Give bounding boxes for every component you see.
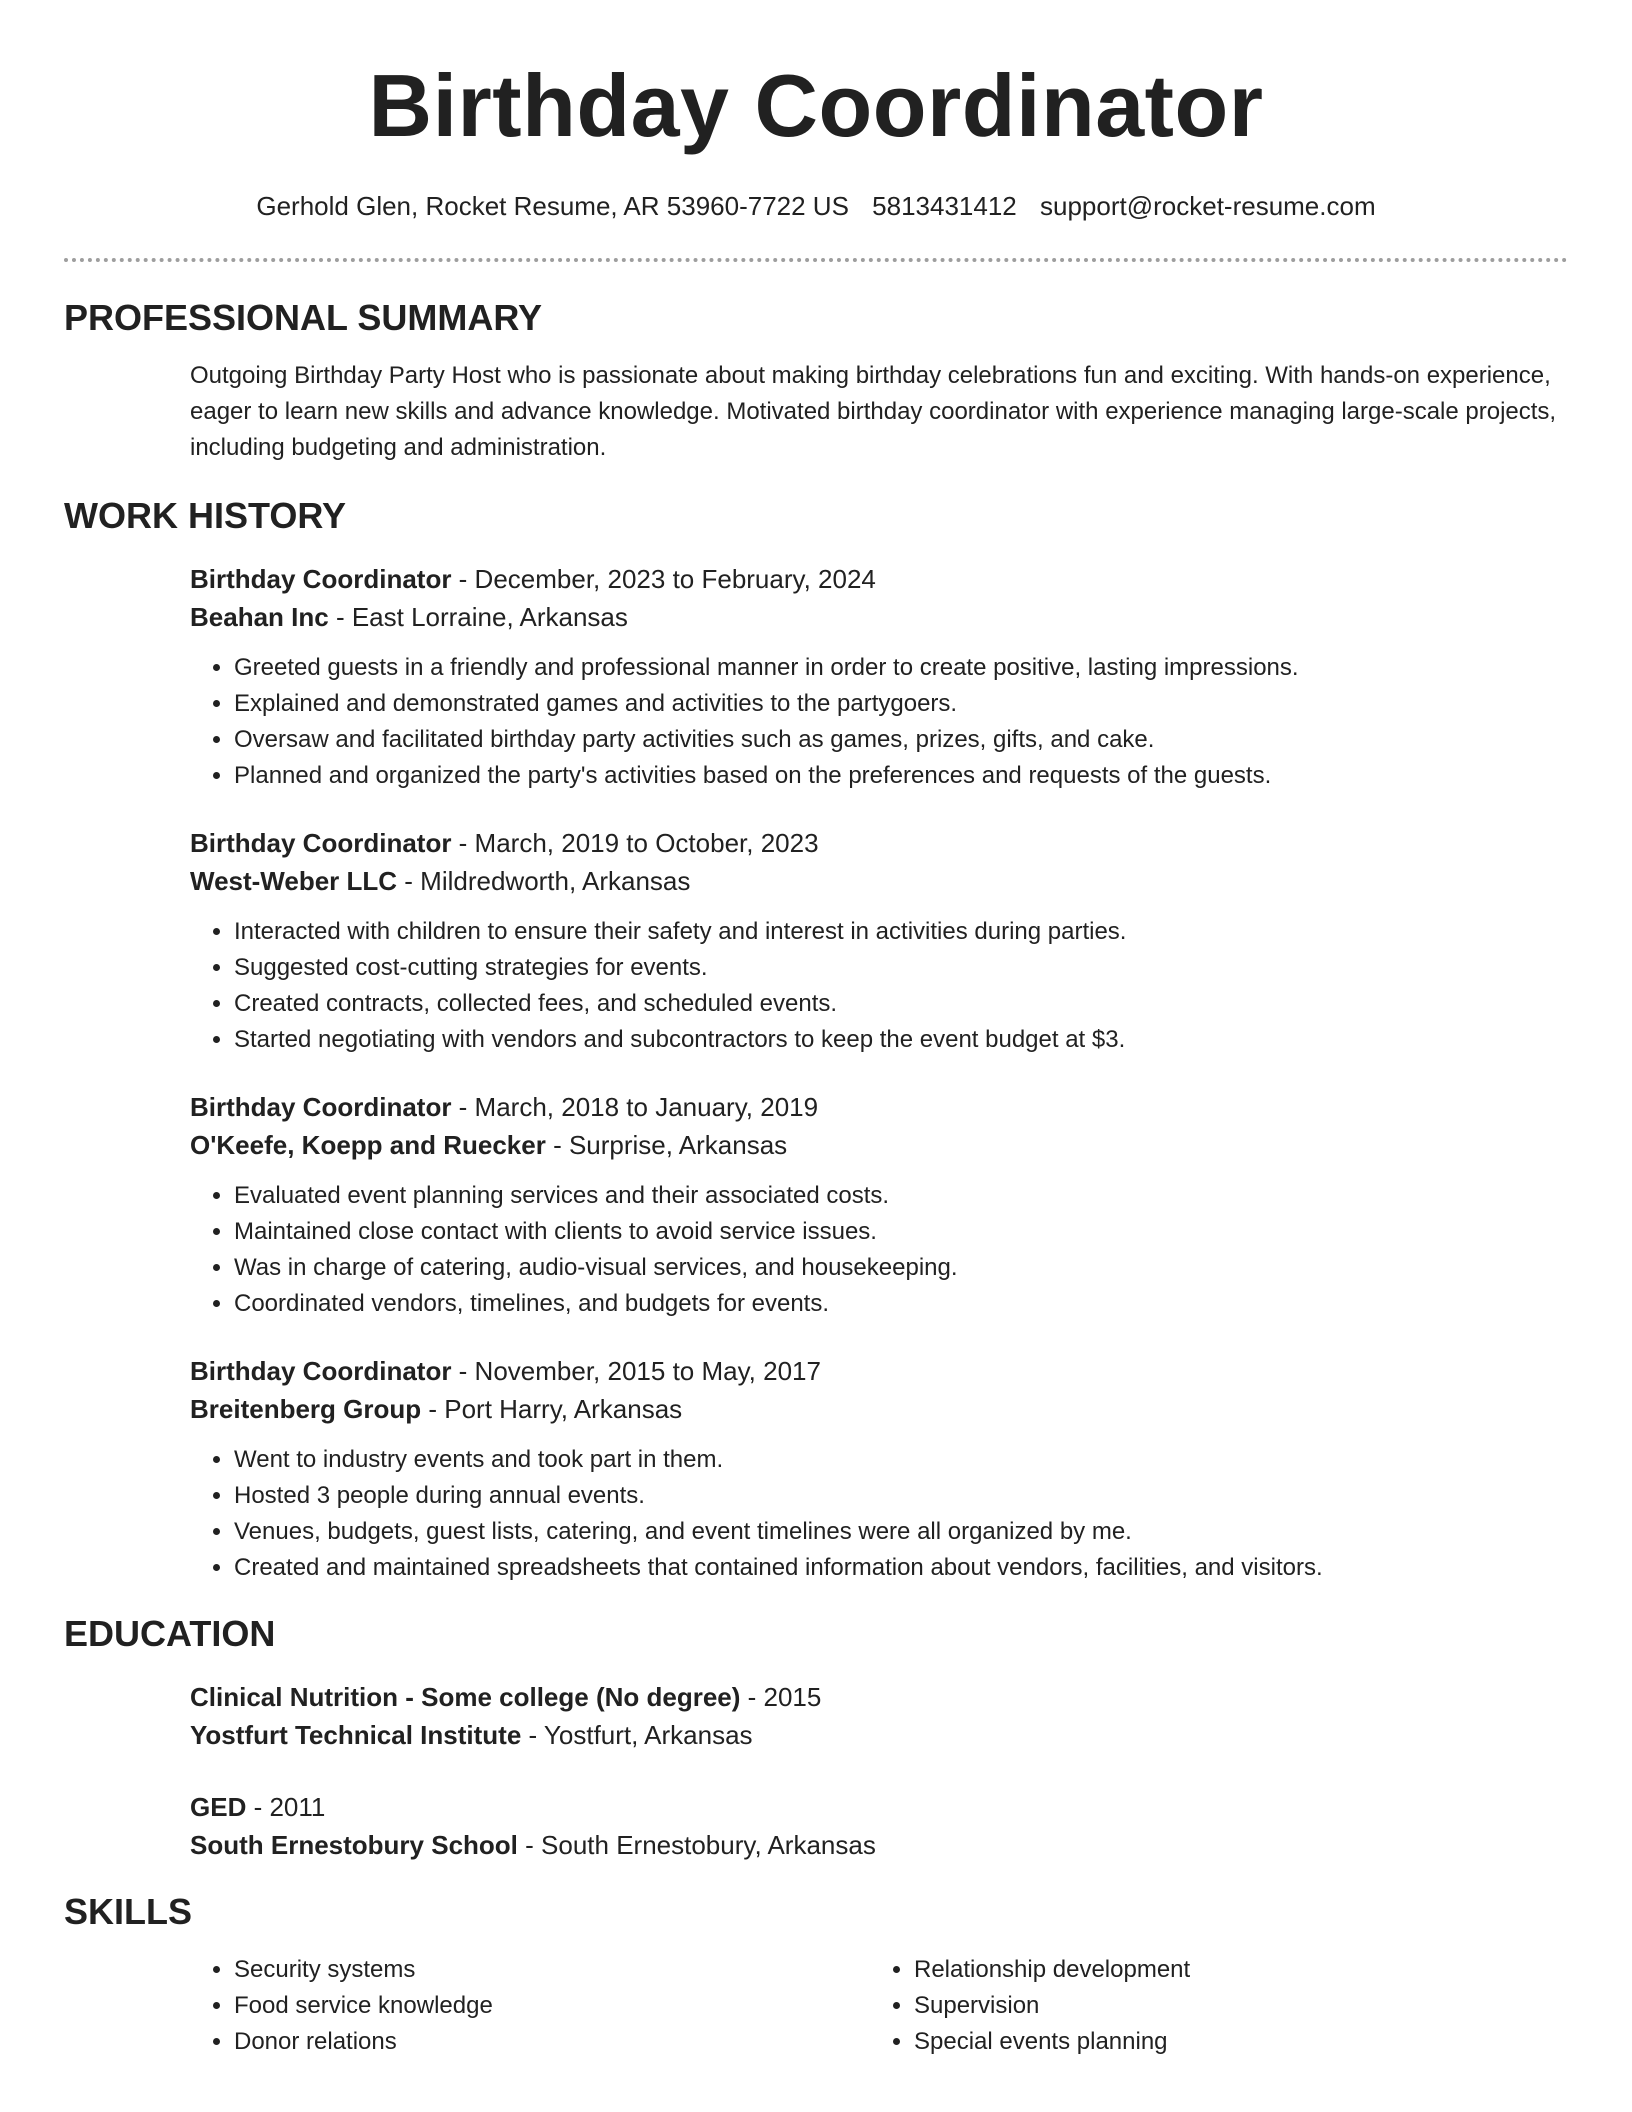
job-bullet: • Created contracts, collected fees, and scheduled events.: [234, 986, 1568, 1022]
job-bullet: • Interacted with children to ensure their safety and interest in activities during parties.: [234, 914, 1568, 950]
job-title: Birthday Coordinator: [190, 1356, 452, 1386]
skills-column-right: [870, 1952, 1550, 2060]
education-year: - 2011: [246, 1792, 326, 1822]
education-school-line: [190, 1826, 1568, 1864]
job-bullet: • Planned and organized the party's activities based on the preferences and requests of the guests.: [234, 758, 1568, 794]
skill-item: • Donor relations: [234, 2024, 870, 2060]
job-dates: - March, 2018 to January, 2019: [451, 1092, 819, 1122]
education-degree: GED: [190, 1792, 247, 1822]
education-heading: EDUCATION: [64, 1613, 276, 1654]
skill-item: • Supervision: [914, 1988, 1550, 2024]
job-title-line: [190, 560, 1568, 598]
job-company: West-Weber LLC: [190, 866, 398, 896]
job-company-line: [190, 1126, 1568, 1164]
education-year: - 2015: [740, 1682, 822, 1712]
work-heading: WORK HISTORY: [64, 495, 347, 536]
header-divider: [64, 258, 1568, 262]
contact-line: [64, 190, 1568, 222]
skills-list-left: [190, 1952, 870, 2060]
education-entry: [190, 1678, 1568, 1754]
job-company: Breitenberg Group: [190, 1394, 422, 1424]
job-location: - East Lorraine, Arkansas: [328, 602, 628, 632]
contact-email: support@rocket-resume.com: [1040, 191, 1376, 221]
skill-item: • Food service knowledge: [234, 1988, 870, 2024]
job-bullets: [190, 914, 1568, 1058]
skill-item: • Relationship development: [914, 1952, 1550, 1988]
job-bullet: • Explained and demonstrated games and activities to the partygoers.: [234, 686, 1568, 722]
job-company-line: [190, 598, 1568, 636]
job-title-line: [190, 824, 1568, 862]
education-school: Yostfurt Technical Institute: [190, 1720, 522, 1750]
job-bullet: • Hosted 3 people during annual events.: [234, 1478, 1568, 1514]
education-school: South Ernestobury School: [190, 1830, 518, 1860]
skill-item: • Security systems: [234, 1952, 870, 1988]
job-dates: - March, 2019 to October, 2023: [451, 828, 819, 858]
education-section: [64, 1612, 1568, 1864]
job-bullets: [190, 650, 1568, 794]
job-location: - Surprise, Arkansas: [545, 1130, 788, 1160]
job-bullets: [190, 1178, 1568, 1322]
skills-heading: SKILLS: [64, 1891, 193, 1932]
job-title-line: [190, 1088, 1568, 1126]
job-bullet: • Evaluated event planning services and their associated costs.: [234, 1178, 1568, 1214]
job-bullet: • Venues, budgets, guest lists, catering, and event timelines were all organized by me.: [234, 1514, 1568, 1550]
job-location: - Mildredworth, Arkansas: [397, 866, 691, 896]
contact-address: Gerhold Glen, Rocket Resume, AR 53960-7722 US: [256, 191, 849, 221]
job-title-line: [190, 1352, 1568, 1390]
skills-grid: [190, 1952, 1568, 2060]
job-bullet: • Created and maintained spreadsheets that contained information about vendors, facilities, and visitors.: [234, 1550, 1568, 1586]
education-body: [64, 1678, 1568, 1864]
job-bullet: • Started negotiating with vendors and subcontractors to keep the event budget at $3.: [234, 1022, 1568, 1058]
job-title: Birthday Coordinator: [190, 1092, 452, 1122]
resume-name: Birthday Coordinator: [368, 56, 1264, 155]
summary-text: Outgoing Birthday Party Host who is passionate about making birthday celebrations fun and exciting. With hands-on experience, eager to learn new skills and advance knowledge. Motivated birthday coordinator with experience managing large-scale projects, including budgeting and administration.: [190, 362, 1557, 461]
job-entry: [190, 824, 1568, 1058]
summary-heading: PROFESSIONAL SUMMARY: [64, 297, 543, 338]
skills-section: [64, 1890, 1568, 2060]
job-location: - Port Harry, Arkansas: [421, 1394, 683, 1424]
job-title: Birthday Coordinator: [190, 564, 452, 594]
job-bullet: • Suggested cost-cutting strategies for events.: [234, 950, 1568, 986]
job-dates: - December, 2023 to February, 2024: [451, 564, 876, 594]
job-title: Birthday Coordinator: [190, 828, 452, 858]
skills-column-left: [190, 1952, 870, 2060]
job-dates: - November, 2015 to May, 2017: [451, 1356, 821, 1386]
summary-section: [64, 296, 1568, 466]
job-company-line: [190, 862, 1568, 900]
job-bullet: • Was in charge of catering, audio-visual services, and housekeeping.: [234, 1250, 1568, 1286]
job-company-line: [190, 1390, 1568, 1428]
job-entry: [190, 1352, 1568, 1586]
job-bullet: • Went to industry events and took part in them.: [234, 1442, 1568, 1478]
skills-body: [64, 1952, 1568, 2060]
education-entry: [190, 1788, 1568, 1864]
education-degree-line: [190, 1788, 1568, 1826]
education-degree: Clinical Nutrition - Some college (No degree): [190, 1682, 741, 1712]
job-bullet: • Coordinated vendors, timelines, and budgets for events.: [234, 1286, 1568, 1322]
job-bullet: • Oversaw and facilitated birthday party activities such as games, prizes, gifts, and cake.: [234, 722, 1568, 758]
education-school-line: [190, 1716, 1568, 1754]
job-company: Beahan Inc: [190, 602, 329, 632]
skills-list-right: [870, 1952, 1550, 2060]
job-entry: [190, 560, 1568, 794]
education-location: - Yostfurt, Arkansas: [521, 1720, 753, 1750]
skill-item: • Special events planning: [914, 2024, 1550, 2060]
job-entry: [190, 1088, 1568, 1322]
job-company: O'Keefe, Koepp and Ruecker: [190, 1130, 546, 1160]
work-body: [64, 560, 1568, 1586]
work-section: [64, 494, 1568, 1586]
contact-phone: 5813431412: [872, 191, 1017, 221]
job-bullet: • Greeted guests in a friendly and professional manner in order to create positive, lasting impressions.: [234, 650, 1568, 686]
education-degree-line: [190, 1678, 1568, 1716]
job-bullet: • Maintained close contact with clients to avoid service issues.: [234, 1214, 1568, 1250]
summary-body: [64, 358, 1568, 466]
education-location: - South Ernestobury, Arkansas: [517, 1830, 876, 1860]
job-bullets: [190, 1442, 1568, 1586]
